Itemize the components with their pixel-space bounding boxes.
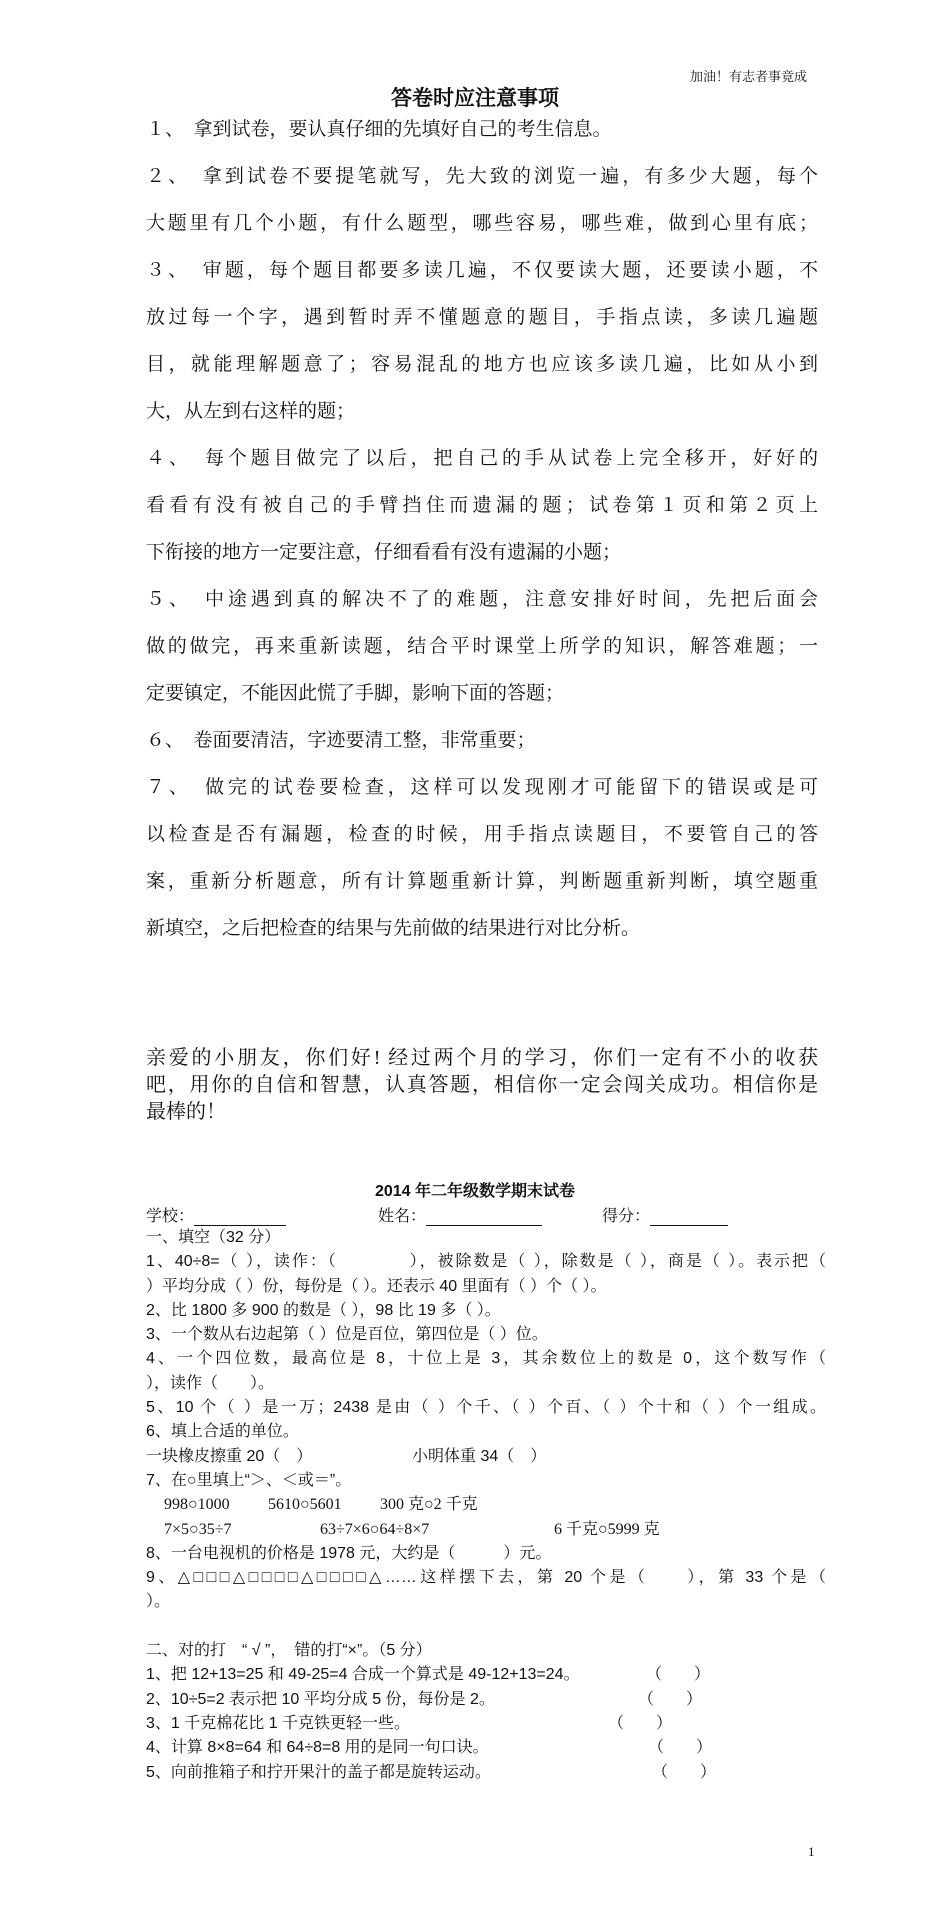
question-line: 8、一台电视机的价格是 1978 元，大约是（ ）元。	[146, 1544, 552, 1562]
notice-line: 案，重新分析题意，所有计算题重新计算，判断题重新判断，填空题重	[146, 871, 818, 892]
notice-line: ４、 每个题目做完了以后，把自己的手从试卷上完全移开，好好的	[146, 448, 818, 469]
student-info-row	[146, 1203, 826, 1225]
section-title: 一、填空（32 分）	[146, 1229, 281, 1246]
notice-line: １、 拿到试卷，要认真仔细的先填好自己的考生信息。	[146, 119, 612, 140]
score-field	[602, 1203, 728, 1226]
school-field	[146, 1203, 286, 1226]
header-motto: 加油！有志者事竟成	[690, 69, 808, 84]
compare-item: 63÷7×6○64÷8×7	[320, 1520, 430, 1538]
school-label: 学校：	[146, 1208, 195, 1225]
question-line: ），读作（ ）。	[146, 1374, 275, 1392]
name-field	[378, 1203, 542, 1226]
notice-line: 大题里有几个小题，有什么题型，哪些容易，哪些难，做到心里有底；	[146, 213, 818, 234]
true-false-item	[146, 1712, 826, 1736]
question-line: 5、10 个（ ）是一万；2438 是由（ ）个千、（ ）个百、（ ）个十和（ ）个一组成。	[146, 1399, 826, 1417]
tf-question: 1、把 12+13=25 和 49-25=4 合成一个算式是 49-12+13=24。	[146, 1666, 580, 1684]
score-blank[interactable]	[650, 1207, 728, 1226]
question-line: 3、一个数从右边起第（ ）位是百位，第四位是（ ）位。	[146, 1326, 548, 1344]
question-line: 2、比 1800 多 900 的数是（ ），98 比 19 多（ ）。	[146, 1301, 501, 1319]
compare-item: 5610○5601	[268, 1496, 342, 1514]
true-false-item	[146, 1688, 826, 1712]
true-false-item	[146, 1663, 826, 1687]
true-false-item	[146, 1761, 826, 1785]
answer-parentheses[interactable]: （ ）	[648, 1739, 713, 1757]
unit-row	[146, 1445, 826, 1469]
notice-line: 目，就能理解题意了；容易混乱的地方也应该多读几遍，比如从小到	[146, 354, 818, 375]
page-number: 1	[808, 1844, 815, 1859]
tf-question: 4、计算 8×8=64 和 64÷8=8 用的是同一句口诀。	[146, 1739, 489, 1757]
notice-title: 答卷时应注意事项	[391, 86, 559, 110]
unit-item: 小明体重 34（ ）	[412, 1447, 547, 1465]
answer-parentheses[interactable]: （ ）	[638, 1690, 703, 1708]
answer-parentheses[interactable]: （ ）	[652, 1763, 717, 1781]
notice-list	[146, 106, 818, 952]
greeting-paragraph	[146, 1045, 818, 1126]
notice-line: ２、 拿到试卷不要提笔就写，先大致的浏览一遍，有多少大题，每个	[146, 166, 818, 187]
true-false-item	[146, 1736, 826, 1760]
notice-line: ３、 审题，每个题目都要多读几遍，不仅要读大题，还要读小题，不	[146, 260, 818, 281]
greeting-line: 亲爱的小朋友，你们好! 经过两个月的学习，你们一定有不小的收获	[146, 1047, 818, 1069]
notice-line: 定要镇定，不能因此慌了手脚，影响下面的答题；	[146, 683, 565, 704]
answer-parentheses[interactable]: （ ）	[646, 1666, 711, 1684]
compare-item: 300 克○2 千克	[380, 1496, 478, 1514]
notice-line: ６、 卷面要清洁，字迹要清工整，非常重要；	[146, 730, 536, 751]
question-line: 9、△□□□△□□□□△□□□□△……这样摆下去，第 20 个是（ ），第 33 个是（	[146, 1569, 826, 1587]
notice-line: 新填空，之后把检查的结果与先前做的结果进行对比分析。	[146, 918, 641, 939]
school-blank[interactable]	[194, 1207, 286, 1226]
score-label: 得分：	[602, 1208, 651, 1225]
notice-line: 看看有没有被自己的手臂挡住而遗漏的题；试卷第１页和第２页上	[146, 495, 818, 516]
question-line: ）。	[146, 1593, 171, 1611]
exam-body	[146, 1226, 826, 1785]
spacer	[146, 1615, 826, 1639]
name-label: 姓名：	[378, 1208, 427, 1225]
section-title: 二、对的打 “ √ ”， 错的打“×”。（5 分）	[146, 1642, 432, 1660]
question-line: 1、40÷8=（ ），读作：（ ），被除数是（ ），除数是（ ），商是（ ）。表示把（	[146, 1253, 826, 1271]
notice-line: ５、 中途遇到真的解决不了的难题，注意安排好时间，先把后面会	[146, 589, 818, 610]
greeting-line: 吧，用你的自信和智慧，认真答题，相信你一定会闯关成功。相信你是	[146, 1074, 818, 1096]
name-blank[interactable]	[426, 1207, 542, 1226]
compare-row	[146, 1493, 826, 1517]
notice-line: 做的做完，再来重新读题，结合平时课堂上所学的知识，解答难题；一	[146, 636, 818, 657]
question-line: 7、在○里填上“＞、＜或＝”。	[146, 1471, 352, 1489]
notice-line: 大，从左到右这样的题；	[146, 401, 356, 422]
unit-item: 一块橡皮擦重 20（ ）	[146, 1447, 313, 1465]
compare-item: 6 千克○5999 克	[554, 1520, 660, 1538]
tf-question: 5、向前推箱子和拧开果汁的盖子都是旋转运动。	[146, 1763, 491, 1781]
exam-title: 2014 年二年级数学期末试卷	[374, 1183, 576, 1200]
tf-question: 2、10÷5=2 表示把 10 平均分成 5 份，每份是 2。	[146, 1690, 495, 1708]
compare-item: 998○1000	[164, 1496, 230, 1514]
greeting-line: 最棒的！	[146, 1101, 226, 1123]
compare-item: 7×5○35÷7	[164, 1520, 232, 1538]
notice-line: 下衔接的地方一定要注意，仔细看看有没有遗漏的小题；	[146, 542, 622, 563]
notice-line: 放过每一个字，遇到暂时弄不懂题意的题目，手指点读，多读几遍题	[146, 307, 818, 328]
question-line: ）平均分成（ ）份，每份是（ ）。还表示 40 里面有（ ）个（ ）。	[146, 1277, 607, 1295]
tf-question: 3、1 千克棉花比 1 千克铁更轻一些。	[146, 1714, 411, 1732]
notice-line: ７、 做完的试卷要检查，这样可以发现刚才可能留下的错误或是可	[146, 777, 818, 798]
notice-line: 以检查是否有漏题，检查的时候，用手指点读题目，不要管自己的答	[146, 824, 818, 845]
question-line: 6、填上合适的单位。	[146, 1423, 299, 1441]
question-line: 4、一个四位数，最高位是 8，十位上是 3，其余数位上的数是 0，这个数写作（	[146, 1350, 826, 1368]
compare-row	[146, 1518, 826, 1542]
answer-parentheses[interactable]: （ ）	[608, 1714, 673, 1732]
